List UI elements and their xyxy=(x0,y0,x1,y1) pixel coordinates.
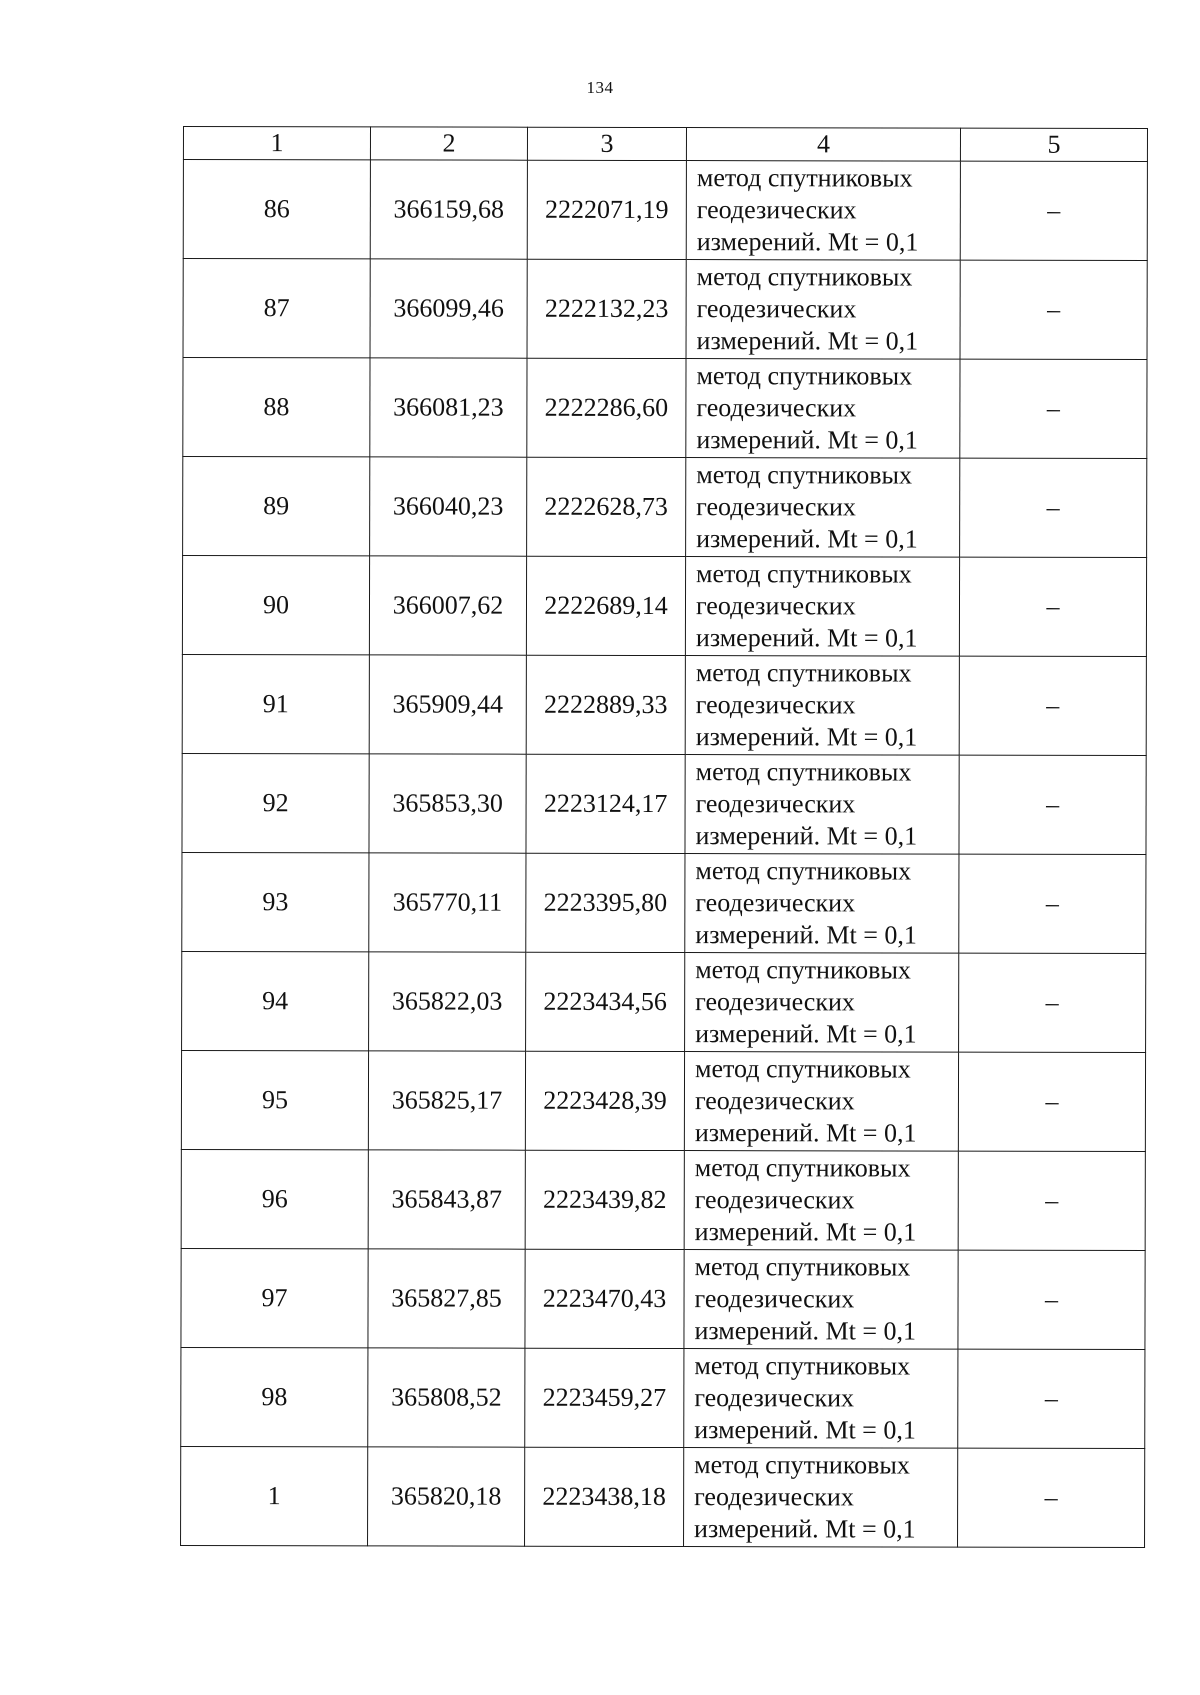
coordinate-x: 365822,03 xyxy=(369,952,526,1051)
measurement-method xyxy=(685,656,959,756)
method-line: геодезических xyxy=(694,1086,855,1116)
method-line: измерений. Mt = 0,1 xyxy=(695,722,918,752)
coordinate-x: 365825,17 xyxy=(368,1051,525,1150)
table-row xyxy=(182,556,1146,657)
note-dash: – xyxy=(960,359,1147,458)
coordinate-x: 365853,30 xyxy=(369,754,526,853)
column-header: 1 xyxy=(183,127,370,160)
method-line: метод спутниковых xyxy=(696,262,913,292)
column-header: 4 xyxy=(686,128,960,162)
measurement-method xyxy=(684,1448,958,1548)
table-row xyxy=(181,1347,1145,1448)
coordinates-table xyxy=(180,126,1148,1548)
coordinate-x: 365770,11 xyxy=(369,853,526,952)
coordinate-x: 366099,46 xyxy=(370,259,527,358)
method-line: геодезических xyxy=(694,1383,855,1413)
method-line: измерений. Mt = 0,1 xyxy=(695,920,917,950)
method-line: измерений. Mt = 0,1 xyxy=(694,1514,916,1544)
coordinate-x: 365909,44 xyxy=(369,655,526,754)
method-line: измерений. Mt = 0,1 xyxy=(695,623,918,653)
method-line: измерений. Mt = 0,1 xyxy=(694,1415,916,1445)
point-number: 98 xyxy=(181,1347,368,1446)
coordinate-y: 2223459,27 xyxy=(525,1348,684,1447)
measurement-method xyxy=(685,953,959,1053)
method-line: метод спутниковых xyxy=(696,361,913,391)
note-dash: – xyxy=(958,1250,1145,1349)
coordinate-x: 365808,52 xyxy=(368,1348,525,1447)
coordinate-y: 2222286,60 xyxy=(527,358,686,457)
method-line: геодезических xyxy=(694,1482,854,1512)
point-number: 87 xyxy=(183,259,370,358)
table-header-row xyxy=(183,127,1147,162)
coordinate-y: 2223438,18 xyxy=(525,1447,684,1546)
method-line: метод спутниковых xyxy=(695,757,912,787)
coordinate-y: 2223395,80 xyxy=(526,853,685,952)
coordinate-x: 365820,18 xyxy=(368,1447,525,1546)
page-number: 134 xyxy=(586,78,614,97)
coordinate-y: 2222689,14 xyxy=(526,556,685,655)
method-line: геодезических xyxy=(695,690,856,720)
note-dash: – xyxy=(958,1151,1145,1250)
column-header: 3 xyxy=(527,127,686,160)
method-line: метод спутниковых xyxy=(694,1054,911,1084)
table-row xyxy=(182,654,1146,755)
table-row xyxy=(182,852,1146,953)
note-dash: – xyxy=(959,755,1146,854)
note-dash: – xyxy=(959,854,1146,953)
coordinate-y: 2222889,33 xyxy=(526,655,685,754)
measurement-method xyxy=(684,1052,958,1152)
note-dash: – xyxy=(960,260,1147,359)
table-row xyxy=(182,951,1146,1052)
coordinate-y: 2223470,43 xyxy=(525,1249,684,1348)
method-line: геодезических xyxy=(694,1284,855,1314)
method-line: геодезических xyxy=(695,888,856,918)
note-dash: – xyxy=(958,1349,1145,1448)
method-line: метод спутниковых xyxy=(695,658,912,688)
method-line: метод спутниковых xyxy=(695,955,911,985)
measurement-method xyxy=(684,1151,958,1251)
coordinate-x: 365827,85 xyxy=(368,1249,525,1348)
method-line: измерений. Mt = 0,1 xyxy=(694,1217,917,1247)
point-number: 89 xyxy=(183,457,370,556)
method-line: метод спутниковых xyxy=(694,1351,911,1381)
point-number: 86 xyxy=(183,160,370,259)
method-line: геодезических xyxy=(695,789,856,819)
point-number: 94 xyxy=(182,951,369,1050)
method-line: метод спутниковых xyxy=(696,559,912,589)
table-row xyxy=(183,457,1147,558)
table-row xyxy=(181,1248,1145,1349)
method-line: метод спутниковых xyxy=(696,460,913,490)
column-header: 2 xyxy=(370,127,527,160)
note-dash: – xyxy=(958,1448,1145,1547)
table-row xyxy=(183,358,1147,459)
coordinate-x: 365843,87 xyxy=(368,1150,525,1249)
note-dash: – xyxy=(960,458,1147,557)
measurement-method xyxy=(685,854,959,954)
method-line: измерений. Mt = 0,1 xyxy=(694,1316,917,1346)
table-row xyxy=(183,160,1147,261)
table-row xyxy=(181,1446,1145,1547)
table-row xyxy=(183,259,1147,360)
note-dash: – xyxy=(959,953,1146,1052)
note-dash: – xyxy=(959,656,1146,755)
measurement-method xyxy=(685,755,959,855)
coordinate-x: 366040,23 xyxy=(370,457,527,556)
method-line: измерений. Mt = 0,1 xyxy=(696,326,919,356)
point-number: 95 xyxy=(181,1050,368,1149)
method-line: геодезических xyxy=(694,1185,855,1215)
coordinate-y: 2222628,73 xyxy=(527,457,686,556)
measurement-method xyxy=(686,161,960,261)
note-dash: – xyxy=(960,161,1147,260)
method-line: геодезических xyxy=(695,987,855,1017)
point-number: 1 xyxy=(181,1446,368,1545)
measurement-method xyxy=(686,260,960,360)
point-number: 97 xyxy=(181,1248,368,1347)
column-header: 5 xyxy=(960,128,1147,161)
method-line: измерений. Mt = 0,1 xyxy=(695,821,918,851)
measurement-method xyxy=(684,1349,958,1449)
note-dash: – xyxy=(958,1052,1145,1151)
coordinate-x: 366081,23 xyxy=(370,358,527,457)
method-line: метод спутниковых xyxy=(694,1252,911,1282)
method-line: метод спутниковых xyxy=(696,163,913,193)
method-line: метод спутниковых xyxy=(694,1450,910,1480)
method-line: геодезических xyxy=(695,591,856,621)
method-line: измерений. Mt = 0,1 xyxy=(696,524,918,554)
method-line: геодезических xyxy=(696,492,856,522)
coordinate-y: 2223428,39 xyxy=(525,1051,684,1150)
method-line: метод спутниковых xyxy=(694,1153,911,1183)
method-line: измерений. Mt = 0,1 xyxy=(694,1118,917,1148)
measurement-method xyxy=(685,557,959,657)
point-number: 90 xyxy=(182,556,369,655)
coordinate-y: 2223124,17 xyxy=(526,754,685,853)
table-row xyxy=(181,1149,1145,1250)
coordinate-y: 2223439,82 xyxy=(525,1150,684,1249)
point-number: 88 xyxy=(183,358,370,457)
measurement-method xyxy=(686,359,960,459)
point-number: 93 xyxy=(182,852,369,951)
note-dash: – xyxy=(959,557,1146,656)
coordinate-y: 2223434,56 xyxy=(526,952,685,1051)
method-line: измерений. Mt = 0,1 xyxy=(696,227,919,257)
point-number: 91 xyxy=(182,654,369,753)
point-number: 96 xyxy=(181,1149,368,1248)
method-line: геодезических xyxy=(696,195,857,225)
table-row xyxy=(182,753,1146,854)
coordinate-x: 366159,68 xyxy=(370,160,527,259)
measurement-method xyxy=(686,458,960,558)
measurement-method xyxy=(684,1250,958,1350)
point-number: 92 xyxy=(182,753,369,852)
coordinate-x: 366007,62 xyxy=(369,556,526,655)
method-line: геодезических xyxy=(696,393,857,423)
method-line: метод спутниковых xyxy=(695,856,912,886)
method-line: измерений. Mt = 0,1 xyxy=(696,425,918,455)
coordinate-y: 2222071,19 xyxy=(527,160,686,259)
table-row xyxy=(181,1050,1145,1151)
coordinate-y: 2222132,23 xyxy=(527,259,686,358)
method-line: геодезических xyxy=(696,294,857,324)
method-line: измерений. Mt = 0,1 xyxy=(695,1019,917,1049)
